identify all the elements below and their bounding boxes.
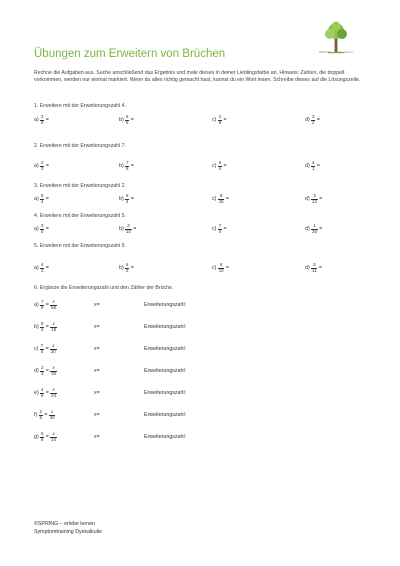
exercise-item bbox=[305, 222, 322, 236]
item-label: d) bbox=[305, 196, 310, 202]
item-label: a) bbox=[34, 265, 39, 271]
equals-sign: = bbox=[45, 302, 49, 308]
numerator: 6 bbox=[218, 159, 222, 165]
fraction bbox=[218, 263, 224, 274]
numerator: 6 bbox=[41, 430, 44, 436]
fraction bbox=[40, 300, 44, 311]
denominator: 24 bbox=[51, 436, 57, 442]
fraction bbox=[125, 194, 129, 205]
extension-number-field[interactable] bbox=[144, 386, 186, 400]
denominator: 24 bbox=[51, 392, 57, 398]
exercise-item bbox=[305, 192, 322, 206]
item-label: b) bbox=[119, 265, 124, 271]
item-label: a) bbox=[34, 163, 39, 169]
numerator: 4 bbox=[41, 386, 44, 392]
numerator: 7 bbox=[218, 222, 222, 228]
denominator: 56 bbox=[51, 304, 57, 310]
equals-sign: = bbox=[316, 163, 320, 169]
denominator: 8 bbox=[41, 304, 44, 310]
denominator: 15 bbox=[218, 198, 224, 204]
section-heading: 3. Erweitere mit der Erweiterungszahl 2. bbox=[34, 183, 126, 189]
exercise-item bbox=[212, 261, 229, 275]
numerator: 4 bbox=[41, 261, 44, 267]
x-answer-field[interactable] bbox=[94, 298, 100, 312]
numerator: 1 bbox=[313, 222, 316, 228]
denominator: 18 bbox=[51, 326, 57, 332]
item-label: c) bbox=[34, 346, 39, 352]
item-label: d) bbox=[305, 163, 310, 169]
denominator: 10 bbox=[218, 267, 224, 273]
section-heading: 2. Erweitere mit der Erweiterungszahl 7. bbox=[34, 143, 126, 149]
extension-label: Erweiterungszahl: bbox=[144, 302, 187, 308]
denominator: 8 bbox=[41, 436, 44, 442]
denominator: 5 bbox=[41, 228, 44, 234]
footer-copyright: ©SPRING – erlebe lernen bbox=[34, 521, 96, 527]
numerator: 6 bbox=[126, 261, 129, 267]
denominator: 3 bbox=[41, 165, 44, 171]
fraction bbox=[311, 224, 317, 235]
equals-sign: = bbox=[45, 226, 49, 232]
numerator: 3 bbox=[41, 222, 44, 228]
exercise-item bbox=[212, 159, 227, 173]
fraction bbox=[40, 161, 44, 172]
exercise-item bbox=[212, 192, 229, 206]
item-label: c) bbox=[212, 196, 217, 202]
equals-sign: = bbox=[45, 265, 49, 271]
numerator: 2 bbox=[41, 159, 44, 165]
item-label: a) bbox=[34, 117, 39, 123]
equals-sign: = bbox=[45, 390, 49, 396]
equals-sign: = bbox=[319, 196, 323, 202]
fraction bbox=[218, 224, 222, 235]
x-label: x= bbox=[94, 434, 100, 440]
numerator: 2 bbox=[218, 113, 222, 119]
equals-sign: = bbox=[44, 412, 48, 418]
exercise-item bbox=[34, 159, 49, 173]
denominator: 2 bbox=[126, 267, 129, 273]
fraction bbox=[40, 344, 44, 355]
numerator: 2 bbox=[39, 408, 42, 414]
equation bbox=[34, 364, 58, 378]
extension-label: Erweiterungszahl: bbox=[144, 324, 187, 330]
item-label: d) bbox=[305, 117, 310, 123]
equals-sign: = bbox=[45, 196, 49, 202]
equals-sign: = bbox=[45, 324, 49, 330]
item-label: a) bbox=[34, 196, 39, 202]
item-label: b) bbox=[119, 163, 124, 169]
extension-label: Erweiterungszahl: bbox=[144, 390, 187, 396]
equals-sign: = bbox=[45, 346, 49, 352]
equals-sign: = bbox=[130, 196, 134, 202]
section-heading: 6. Ergänze die Erweiterungszahl und den Zähler der Brüche. bbox=[34, 285, 174, 291]
x-label: x= bbox=[94, 302, 100, 308]
denominator: 20 bbox=[50, 348, 56, 354]
equals-sign: = bbox=[130, 163, 134, 169]
footer-course: Symptomtraining Dyskalkulie bbox=[34, 528, 103, 535]
denominator: 4 bbox=[126, 198, 129, 204]
denominator: 25 bbox=[312, 228, 317, 234]
denominator: 9 bbox=[218, 119, 222, 125]
fraction bbox=[50, 388, 56, 399]
equals-sign: = bbox=[225, 265, 229, 271]
denominator: 4 bbox=[41, 198, 44, 204]
denominator: 2 bbox=[312, 119, 315, 125]
exercise-item bbox=[305, 261, 322, 275]
fraction bbox=[311, 263, 317, 274]
fill-in-row bbox=[34, 430, 394, 444]
extension-number-field[interactable] bbox=[144, 430, 186, 444]
extension-label: Erweiterungszahl: bbox=[144, 434, 187, 440]
fraction bbox=[125, 224, 131, 235]
x-label: x= bbox=[94, 368, 100, 374]
fraction bbox=[50, 322, 56, 333]
equals-sign: = bbox=[316, 117, 320, 123]
item-label: g) bbox=[34, 434, 39, 440]
numerator: x bbox=[52, 430, 55, 436]
exercise-item bbox=[34, 222, 49, 236]
item-label: d) bbox=[305, 226, 310, 232]
x-label: x= bbox=[94, 412, 100, 418]
fraction bbox=[125, 115, 129, 126]
exercise-item bbox=[212, 113, 227, 127]
fraction bbox=[125, 161, 129, 172]
equals-sign: = bbox=[130, 117, 134, 123]
item-label: b) bbox=[119, 196, 124, 202]
item-label: c) bbox=[212, 117, 217, 123]
fraction bbox=[50, 300, 56, 311]
fraction bbox=[311, 115, 315, 126]
fill-in-row bbox=[34, 320, 394, 334]
section-heading: 4. Erweitere mit der Erweiterungszahl 5. bbox=[34, 213, 126, 219]
numerator: 3 bbox=[312, 113, 315, 119]
equals-sign: = bbox=[318, 265, 322, 271]
equals-sign: = bbox=[45, 434, 49, 440]
exercise-item bbox=[119, 222, 136, 236]
exercise-item bbox=[34, 261, 49, 275]
item-label: e) bbox=[34, 390, 39, 396]
denominator: 5 bbox=[39, 414, 42, 420]
fraction bbox=[50, 432, 56, 443]
x-label: x= bbox=[94, 346, 100, 352]
fraction bbox=[125, 263, 129, 274]
fraction bbox=[40, 263, 44, 274]
equation bbox=[34, 408, 57, 422]
item-label: a) bbox=[34, 226, 39, 232]
item-label: c) bbox=[212, 265, 217, 271]
numerator: 8 bbox=[219, 261, 223, 267]
exercise-item bbox=[119, 192, 134, 206]
fraction bbox=[49, 410, 55, 421]
exercise-item bbox=[34, 113, 49, 127]
item-label: d) bbox=[305, 265, 310, 271]
equals-sign: = bbox=[223, 117, 227, 123]
denominator: 30 bbox=[51, 370, 57, 376]
equals-sign: = bbox=[133, 226, 137, 232]
numerator: x bbox=[52, 320, 55, 326]
equals-sign: = bbox=[225, 196, 229, 202]
equation bbox=[34, 386, 58, 400]
equals-sign: = bbox=[223, 163, 227, 169]
numerator: 4 bbox=[312, 159, 315, 165]
fraction bbox=[50, 344, 56, 355]
x-answer-field[interactable] bbox=[94, 430, 100, 444]
equals-sign: = bbox=[45, 163, 49, 169]
instructions-text: Rechne die Aufgaben aus. Suche anschließend das Ergebnis und male dieses in deiner Lieblingsfarbe an. Hinweis: Zahlen, die doppelt vorkommen, werden nur einmal markiert. Wenn du alles richtig gemacht hast, kannst du ein Wort lesen. Schreibe dieses auf die Lösungszeile. bbox=[34, 70, 361, 84]
numerator: 7 bbox=[40, 342, 44, 348]
equals-sign: = bbox=[130, 265, 134, 271]
denominator: 10 bbox=[126, 228, 131, 234]
denominator: 11 bbox=[312, 267, 317, 273]
denominator: 5 bbox=[40, 348, 44, 354]
exercise-item bbox=[119, 261, 134, 275]
denominator: 3 bbox=[41, 370, 44, 376]
item-label: b) bbox=[119, 117, 124, 123]
fill-in-row bbox=[34, 298, 394, 312]
denominator: 4 bbox=[218, 228, 222, 234]
x-answer-field[interactable] bbox=[94, 364, 100, 378]
item-label: d) bbox=[34, 368, 39, 374]
denominator: 6 bbox=[126, 119, 129, 125]
exercise-row bbox=[34, 192, 394, 206]
denominator: 8 bbox=[41, 119, 44, 125]
page-title: Übungen zum Erweitern von Brüchen bbox=[34, 48, 226, 60]
numerator: 3 bbox=[313, 261, 316, 267]
section-heading: 1. Erweitere mit der Erweiterungszahl 4. bbox=[34, 103, 126, 109]
denominator: 12 bbox=[312, 198, 317, 204]
numerator: x bbox=[52, 342, 55, 348]
equals-sign: = bbox=[45, 368, 49, 374]
denominator: 2 bbox=[41, 267, 44, 273]
numerator: x bbox=[52, 364, 55, 370]
fraction bbox=[218, 115, 222, 126]
section-heading: 5. Erweitere mit der Erweiterungszahl 9. bbox=[34, 243, 126, 249]
denominator: 1 bbox=[312, 165, 315, 171]
extension-number-field[interactable] bbox=[144, 408, 186, 422]
fraction bbox=[218, 161, 222, 172]
fraction bbox=[40, 388, 44, 399]
fraction bbox=[311, 194, 317, 205]
fraction bbox=[311, 161, 315, 172]
item-label: b) bbox=[34, 324, 39, 330]
exercise-row bbox=[34, 113, 394, 127]
exercise-item bbox=[212, 222, 227, 236]
numerator: 8 bbox=[41, 320, 44, 326]
extension-label: Erweiterungszahl: bbox=[144, 412, 187, 418]
fill-in-row bbox=[34, 408, 394, 422]
extension-number-field[interactable] bbox=[144, 364, 186, 378]
footer bbox=[34, 521, 102, 536]
extension-number-field[interactable] bbox=[144, 298, 186, 312]
fraction bbox=[40, 224, 44, 235]
equation bbox=[34, 430, 58, 444]
fill-in-row bbox=[34, 364, 394, 378]
numerator: 7 bbox=[41, 298, 44, 304]
numerator: x bbox=[52, 386, 55, 392]
numerator: x bbox=[52, 298, 55, 304]
fraction bbox=[40, 366, 44, 377]
denominator: 4 bbox=[218, 165, 222, 171]
exercise-item bbox=[34, 192, 49, 206]
numerator: 3 bbox=[127, 222, 130, 228]
extension-number-field[interactable] bbox=[144, 342, 186, 356]
fraction bbox=[40, 432, 44, 443]
numerator: 2 bbox=[41, 364, 44, 370]
fraction bbox=[39, 410, 43, 421]
numerator: x bbox=[51, 408, 54, 414]
x-answer-field[interactable] bbox=[94, 386, 100, 400]
equation bbox=[34, 320, 58, 334]
numerator: 5 bbox=[41, 192, 44, 198]
extension-label: Erweiterungszahl: bbox=[144, 346, 187, 352]
exercise-row bbox=[34, 261, 394, 275]
item-label: a) bbox=[34, 302, 39, 308]
exercise-row bbox=[34, 159, 394, 173]
item-label: c) bbox=[212, 226, 217, 232]
extension-label: Erweiterungszahl: bbox=[144, 368, 187, 374]
fraction bbox=[218, 194, 224, 205]
fraction bbox=[40, 115, 44, 126]
extension-number-field[interactable] bbox=[144, 320, 186, 334]
item-label: f) bbox=[34, 412, 38, 418]
fraction bbox=[50, 366, 56, 377]
denominator: 40 bbox=[49, 414, 55, 420]
x-answer-field[interactable] bbox=[94, 408, 100, 422]
exercise-item bbox=[119, 159, 134, 173]
equals-sign: = bbox=[319, 226, 323, 232]
numerator: 3 bbox=[41, 113, 44, 119]
equation bbox=[34, 342, 58, 356]
item-label: c) bbox=[212, 163, 217, 169]
fraction bbox=[40, 322, 44, 333]
item-label: b) bbox=[119, 226, 124, 232]
numerator: 6 bbox=[126, 192, 129, 198]
fill-in-row bbox=[34, 342, 394, 356]
denominator: 6 bbox=[41, 392, 44, 398]
numerator: 5 bbox=[126, 113, 129, 119]
fill-in-row bbox=[34, 386, 394, 400]
equals-sign: = bbox=[45, 117, 49, 123]
x-label: x= bbox=[94, 390, 100, 396]
exercise-item bbox=[119, 113, 134, 127]
x-answer-field[interactable] bbox=[94, 320, 100, 334]
x-label: x= bbox=[94, 324, 100, 330]
x-answer-field[interactable] bbox=[94, 342, 100, 356]
exercise-item bbox=[305, 113, 320, 127]
exercise-row bbox=[34, 222, 394, 236]
equation bbox=[34, 298, 58, 312]
logo-text: SPRING · erlebe lernen bbox=[319, 50, 353, 54]
numerator: 3 bbox=[313, 192, 316, 198]
denominator: 2 bbox=[41, 326, 44, 332]
numerator: 7 bbox=[126, 159, 129, 165]
exercise-item bbox=[305, 159, 320, 173]
denominator: 8 bbox=[126, 165, 129, 171]
equals-sign: = bbox=[223, 226, 227, 232]
numerator: 8 bbox=[219, 192, 223, 198]
fraction bbox=[40, 194, 44, 205]
